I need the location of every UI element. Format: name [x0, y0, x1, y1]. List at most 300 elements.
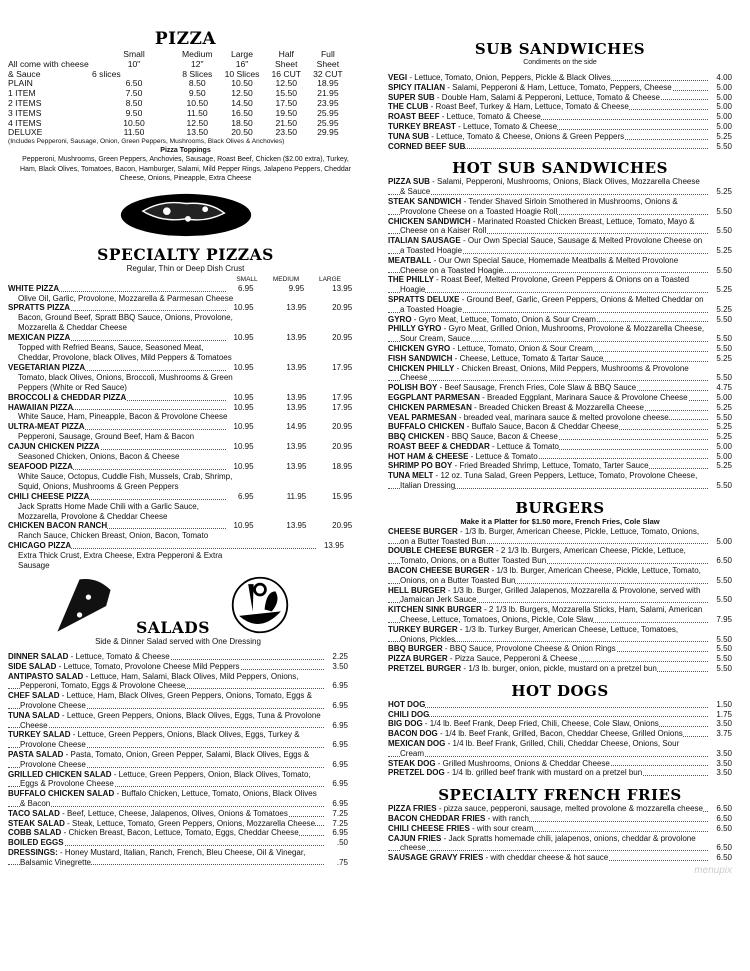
- item-description-text: Beef, Lettuce, Cheese, Jalapenos, Olives, Onions & Tomatoes: [66, 808, 288, 818]
- item-price: 5.00: [716, 102, 732, 112]
- item-price: 3.50: [332, 661, 348, 671]
- price-large: 17.95: [332, 362, 353, 372]
- hot-dog-item: [388, 759, 732, 769]
- salad-item: [8, 789, 348, 809]
- specialty-pizza-item: [8, 284, 363, 304]
- item-description-text: Breaded Eggplant, Marinara Sauce & Provolone Cheese: [486, 392, 688, 402]
- size-header: Sheet: [316, 58, 340, 69]
- pizza-illustration-icon: [116, 192, 256, 238]
- hot-sub-item: [388, 275, 732, 295]
- item-separator: -: [442, 644, 450, 654]
- item-row: [8, 462, 363, 472]
- item-description-text: 1/4 lb. Beef Frank, Grilled, Chili, Cheddar Cheese, Onions, Sour Cream: [400, 739, 680, 758]
- item-name: STEAK SALAD: [8, 818, 65, 828]
- item-separator: -: [433, 471, 441, 481]
- item-row: [8, 403, 363, 413]
- item-separator: -: [57, 847, 65, 857]
- burger-item: [388, 546, 732, 566]
- price-medium: 11.95: [286, 491, 307, 501]
- item-price: 6.50: [716, 556, 732, 566]
- item-name: CHICKEN GYRO: [388, 343, 451, 353]
- item-separator: -: [470, 216, 478, 226]
- price-cell: 16.50: [231, 107, 253, 118]
- specialty-pizza-item: [8, 442, 363, 462]
- hot-sub-item: [388, 256, 732, 276]
- item-price: 5.50: [716, 373, 732, 383]
- item-price: 5.25: [716, 245, 732, 255]
- item-price: 6.50: [716, 823, 732, 833]
- item-description-text: Lettuce, Green Peppers, Onions, Black Olives, Eggs, Turkey & Provolone Cheese: [20, 730, 300, 750]
- item-price: 5.25: [716, 422, 732, 432]
- price-large: 20.95: [332, 333, 353, 343]
- item-price: 6.95: [332, 759, 348, 769]
- pizza-price-row: [8, 99, 349, 109]
- item-price: .50: [336, 838, 348, 848]
- item-price: 5.25: [716, 461, 732, 471]
- item-separator: -: [483, 853, 491, 863]
- item-separator: -: [68, 651, 76, 661]
- hot-sub-item: [388, 315, 732, 325]
- item-name: CHILI CHEESE FRIES: [388, 823, 470, 833]
- item-description-text: 12 oz. Tuna Salad, Green Peppers, Lettuce, Tomato, Provolone Cheese, Italian Dressing: [400, 471, 698, 491]
- item-price: .75: [336, 857, 348, 867]
- item-name: CHILI DOG: [388, 709, 430, 719]
- salad-item: [8, 809, 348, 819]
- price-medium: 14.95: [286, 422, 307, 432]
- item-description-text: Lettuce, Tomato & Cheese: [446, 112, 541, 122]
- item-description-text: Beef Sausage, French Fries, Cole Slaw & BBQ Sauce: [444, 383, 637, 393]
- fries-item: [388, 824, 732, 834]
- item-separator: -: [428, 102, 436, 112]
- watermark: menupix: [694, 864, 732, 876]
- item-separator: -: [481, 605, 489, 615]
- item-price: 6.95: [332, 681, 348, 691]
- item-price: 6.95: [332, 798, 348, 808]
- item-row: [8, 393, 363, 403]
- hot-sub-item: [388, 471, 732, 491]
- item-name: CHEF SALAD: [8, 691, 60, 701]
- item-description-text: with ranch: [492, 814, 529, 823]
- item-name: SUPER SUB: [388, 92, 435, 102]
- item-separator: -: [445, 585, 453, 595]
- hot-sub-item: [388, 393, 732, 403]
- item-description-text: Roast Beef, Melted Provolone, Green Peppers & Onions on a Toasted Hoagie: [400, 275, 690, 295]
- hot-sub-item: [388, 217, 732, 237]
- item-price: 4.00: [716, 73, 732, 82]
- item-cell: 4 ITEMS: [8, 117, 42, 128]
- left-column: [8, 0, 363, 867]
- item-description: White Sauce, Ham, Pineapple, Bacon & Provolone Cheese: [18, 412, 228, 422]
- pizza-price-row: [8, 109, 349, 119]
- price-cell: 8.50: [188, 78, 206, 89]
- item-name: BACON CHEDDAR FRIES: [388, 814, 486, 823]
- item-separator: -: [459, 294, 467, 304]
- specialty-pizza-item: [8, 303, 363, 333]
- item-leader: [8, 541, 344, 551]
- pizza-illustration-wrap: [8, 192, 363, 238]
- item-separator: -: [429, 177, 438, 187]
- price-small: 10.95: [233, 442, 254, 452]
- item-description-text: Lettuce, Ham, Black Olives, Green Peppers, Onions, Tomato, Eggs & Provolone Cheese: [20, 691, 312, 710]
- item-name: SPICY ITALIAN: [388, 82, 446, 92]
- item-price: 6.50: [716, 814, 732, 823]
- item-separator: -: [435, 758, 443, 768]
- price-cell: 21.95: [317, 88, 339, 99]
- salad-item: [8, 750, 348, 770]
- price-small: 10.95: [233, 333, 254, 343]
- item-name: PIZZA FRIES: [388, 804, 437, 814]
- size-header: 10 Slices: [224, 68, 260, 79]
- item-price: 5.25: [716, 304, 732, 314]
- item-name: CAJUN CHICKEN PIZZA: [8, 442, 100, 452]
- price-cell: 10.50: [231, 78, 253, 89]
- item-price: 3.50: [716, 768, 732, 778]
- item-description-text: Lettuce & Tomato: [496, 441, 560, 451]
- item-name: ROAST BEEF & CHEDDAR: [388, 441, 490, 451]
- item-price: 1.75: [716, 709, 732, 719]
- item-separator: -: [450, 343, 458, 353]
- item-cell: 1 ITEM: [8, 88, 36, 99]
- specialty-list: [8, 284, 363, 571]
- item-description: White Sauce, Octopus, Cuddle Fish, Mussels, Crab, Shrimp, Squid, Onions, Mushrooms & Green Peppers: [18, 471, 233, 491]
- item-separator: -: [447, 654, 455, 664]
- size-header: Full: [320, 49, 335, 59]
- item-name: SIDE SALAD: [8, 661, 57, 671]
- item-name: HAWAIIAN PIZZA: [8, 402, 74, 412]
- item-price: 6.50: [716, 804, 732, 814]
- hot-sub-item: [388, 197, 732, 217]
- item-price: 6.95: [332, 700, 348, 710]
- item-name: BBQ CHICKEN: [388, 432, 445, 442]
- size-header: Medium: [182, 49, 213, 59]
- item-separator: -: [422, 719, 430, 729]
- fries-item: [388, 804, 732, 814]
- item-price: 5.00: [716, 121, 732, 131]
- specialty-pizza-item: [8, 363, 363, 393]
- hot-subs-title: HOT SUB SANDWICHES: [452, 159, 668, 178]
- hot-sub-item: [388, 364, 732, 384]
- salad-item: [8, 848, 348, 868]
- item-separator: -: [83, 671, 91, 681]
- price-cell: 11.50: [123, 127, 145, 138]
- item-separator: -: [479, 392, 487, 402]
- item-name: PIZZA SUB: [388, 177, 430, 187]
- price-large: 20.95: [332, 521, 353, 531]
- item-name: CHICKEN PHILLY: [388, 363, 455, 373]
- price-small: 13.95: [323, 541, 344, 551]
- item-name: TUNA MELT: [388, 471, 434, 481]
- item-description-text: Double Ham, Salami & Pepperoni, Lettuce, Tomato & Cheese: [441, 92, 660, 102]
- item-description-text: 1/4 lb. Beef Frank, Deep Fried, Chili, Cheese, Cole Slaw, Onions: [429, 719, 659, 729]
- hot-sub-item: [388, 442, 732, 452]
- item-cell: 3 ITEMS: [8, 107, 42, 118]
- item-description-text: Salami, Pepperoni & Ham, Lettuce, Tomato, Peppers, Cheese: [452, 82, 672, 92]
- pizza-title: PIZZA: [154, 29, 217, 49]
- item-name: GRILLED CHICKEN SALAD: [8, 769, 112, 779]
- item-description-text: Breaded Chicken Breast & Mozzarella Cheese: [478, 402, 644, 412]
- item-price: 3.50: [716, 719, 732, 729]
- hot-sub-item: [388, 383, 732, 393]
- item-description-text: Ground Beef, Garlic, Green Peppers, Onions & Melted Cheddar on a Toasted Hoagie: [400, 294, 704, 314]
- item-row: [8, 303, 363, 313]
- price-large: 20.95: [332, 422, 353, 432]
- item-separator: -: [457, 624, 465, 634]
- item-separator: -: [59, 808, 67, 818]
- item-name: CHICKEN PARMESAN: [388, 402, 472, 412]
- item-row: [8, 284, 363, 294]
- item-description: Extra Thick Crust, Extra Cheese, Extra Pepperoni & Extra Sausage: [18, 551, 223, 571]
- item-name: TUNA SUB: [388, 131, 430, 141]
- item-price: 3.75: [716, 729, 732, 739]
- price-large: 15.95: [332, 491, 353, 501]
- item-name: CHICAGO PIZZA: [8, 541, 72, 551]
- item-description-text: Lettuce, Tomato, Onion, Peppers, Pickle & Black Olives: [414, 73, 611, 82]
- item-price: 5.25: [716, 131, 732, 141]
- item-description-text: with sour cream: [476, 823, 534, 833]
- item-price: 5.25: [716, 402, 732, 412]
- item-name: DINNER SALAD: [8, 651, 69, 661]
- sub-item: [388, 142, 732, 152]
- item-name: BUFFALO CHICKEN SALAD: [8, 789, 115, 799]
- item-price: 5.50: [716, 206, 732, 216]
- item-separator: -: [56, 661, 64, 671]
- item-separator: -: [445, 82, 453, 92]
- item-separator: -: [64, 818, 72, 828]
- price-small: 10.95: [233, 362, 254, 372]
- item-separator: -: [469, 823, 477, 833]
- item-name: BACON CHEESE BURGER: [388, 566, 490, 576]
- item-description-text: Marinated Roasted Chicken Breast, Lettuce, Tomato, Mayo & Cheese on a Kaiser Roll: [400, 216, 695, 236]
- fries-section: [388, 786, 732, 863]
- item-leader: [8, 462, 254, 472]
- price-cell: 20.50: [231, 127, 253, 138]
- hot-subs-list: [388, 177, 732, 491]
- item-separator: -: [411, 314, 419, 324]
- item-name: VEGETARIAN PIZZA: [8, 362, 86, 372]
- item-name: STEAK DOG: [388, 758, 436, 768]
- item-price: 5.25: [716, 187, 732, 197]
- pizza-section: [8, 30, 363, 184]
- fries-title: SPECIALTY FRENCH FRIES: [438, 786, 682, 805]
- item-description-text: Lettuce, Ham, Salami, Black Olives, Mild Peppers, Onions, Pepperoni, Tomato, Eggs & Provolone Cheese: [20, 671, 299, 691]
- item-name: CHICKEN SANDWICH: [388, 216, 471, 226]
- item-price: 6.95: [332, 828, 348, 838]
- burger-item: [388, 664, 732, 674]
- hot-sub-item: [388, 452, 732, 462]
- item-separator: -: [439, 112, 447, 122]
- item-name: KITCHEN SINK BURGER: [388, 605, 482, 615]
- sub-item: [388, 102, 732, 112]
- price-medium: 13.95: [286, 402, 307, 412]
- item-name: PHILLY GYRO: [388, 324, 442, 334]
- item-description-text: Chicken Breast, Onions, Mild Peppers, Mushrooms & Provolone Cheese: [400, 363, 689, 383]
- toppings-list: Pepperoni, Mushrooms, Green Peppers, Anchovies, Sausage, Roast Beef, Chicken ($2.00 extra), Turkey, Ham, Black Olives, Tomatoes, Bacon, Hamburger, Salami, Mild Pepper Rings, Jalapeno Peppers, Cheddar Cheese, Onions, Pineapple, Extra Cheese: [20, 156, 351, 183]
- item-name: MEXICAN DOG: [388, 739, 446, 749]
- item-name: ANTIPASTO SALAD: [8, 671, 84, 681]
- item-cell: PLAIN: [8, 78, 33, 89]
- size-header: 6 slices: [92, 68, 121, 79]
- price-small: 6.95: [237, 283, 254, 293]
- specialty-pizza-item: [8, 462, 363, 492]
- item-description-text: Pizza Sauce, Pepperoni & Cheese: [454, 654, 578, 664]
- item-description-text: 1/3 lb. burger, onion, pickle, mustard on a pretzel bun: [468, 664, 657, 674]
- price-medium: 13.95: [286, 333, 307, 343]
- hot-dog-item: [388, 719, 732, 729]
- item-separator: -: [460, 236, 468, 246]
- item-description-text: Our Own Special Sauce, Homemade Meatballs & Melted Provolone Cheese on a Toasted Hoagie: [400, 255, 679, 275]
- price-cell: 15.50: [275, 88, 298, 99]
- toppings-title: Pizza Toppings: [160, 147, 211, 155]
- size-header: 32 CUT: [313, 68, 343, 79]
- item-description-text: Lettuce, Tomato, Onion & Sour Cream: [457, 343, 593, 353]
- specialty-pizza-item: [8, 393, 363, 403]
- item-description-text: Grilled Mushrooms, Onions & Cheddar Cheese: [442, 758, 610, 768]
- item-cell: DELUXE: [8, 127, 43, 138]
- price-cell: 25.95: [317, 117, 339, 128]
- item-description-text: Lettuce, Tomato & Cheese: [75, 651, 170, 661]
- price-small: 10.95: [233, 402, 254, 412]
- item-name: CHILI CHEESE PIZZA: [8, 491, 90, 501]
- item-leader: [8, 363, 254, 373]
- item-name: PRETZEL DOG: [388, 768, 445, 778]
- sub-item: [388, 132, 732, 142]
- hot-dog-item: [388, 710, 732, 720]
- pizza-price-table: [8, 50, 349, 138]
- item-description-text: 1/3 lb. Burger, American Cheese, Pickle, Lettuce, Tomato, Onions, on a Butter Toasted Bun: [400, 566, 701, 585]
- item-description: Tomato, black Olives, Onions, Broccoli, Mushrooms & Green Peppers (White or Red Sauce): [18, 372, 233, 392]
- item-separator: -: [444, 768, 452, 778]
- item-separator: -: [468, 451, 476, 461]
- item-price: 5.50: [716, 634, 732, 644]
- size-header: 10": [127, 58, 141, 69]
- item-separator: -: [471, 402, 479, 412]
- item-separator: -: [431, 255, 439, 265]
- price-small: 10.95: [233, 303, 254, 313]
- item-name: SHRIMP PO BOY: [388, 461, 453, 471]
- item-description-text: BBQ Sauce, Bacon & Cheese: [451, 432, 558, 442]
- item-price: 5.50: [716, 664, 732, 674]
- item-name: CORNED BEEF SUB: [388, 141, 466, 151]
- item-cell: 2 ITEMS: [8, 97, 42, 108]
- price-cell: 7.50: [125, 88, 143, 99]
- price-cell: 12.50: [186, 117, 209, 128]
- item-price: 6.50: [716, 843, 732, 853]
- specialty-title: SPECIALTY PIZZAS: [97, 244, 274, 264]
- price-large: 13.95: [332, 283, 353, 293]
- sub-item: [388, 122, 732, 132]
- item-separator: -: [485, 814, 493, 823]
- hot-sub-item: [388, 461, 732, 471]
- item-price: 5.50: [716, 575, 732, 585]
- item-price: 5.50: [716, 343, 732, 353]
- price-large: 18.95: [332, 461, 353, 471]
- item-name: TUNA SALAD: [8, 710, 60, 720]
- item-price: 5.00: [716, 536, 732, 546]
- item-description-text: Cheese, Lettuce, Tomato & Tartar Sauce: [459, 353, 604, 363]
- subs-title: SUB SANDWICHES: [474, 40, 646, 58]
- item-separator: -: [461, 664, 469, 674]
- item-price: 5.50: [716, 412, 732, 422]
- item-separator: -: [59, 691, 67, 701]
- price-medium: 13.95: [286, 461, 307, 471]
- size-header: 16": [235, 58, 249, 69]
- item-name: TURKEY SALAD: [8, 730, 71, 740]
- price-small: 6.95: [237, 491, 254, 501]
- item-name: BBQ BURGER: [388, 644, 443, 654]
- item-leader: [8, 403, 254, 413]
- price-cell: 9.50: [188, 88, 206, 99]
- item-separator: -: [452, 461, 460, 471]
- vegetable-bowl-icon: [230, 575, 290, 635]
- item-description-text: Chicken Breast, Bacon, Lettuce, Tomato, Eggs, Cheddar Cheese: [68, 828, 299, 838]
- pizza-slice-icon: [53, 575, 115, 637]
- price-medium: 13.95: [286, 521, 307, 531]
- item-description: Jack Spratts Home Made Chili with a Garlic Sauce, Mozzarella, Provolone & Cheddar Cheese: [18, 501, 199, 521]
- item-price: 5.50: [716, 595, 732, 605]
- item-name: TURKEY BURGER: [388, 624, 458, 634]
- item-name: PASTA SALAD: [8, 749, 64, 759]
- item-description-text: BBQ Sauce, Provolone Cheese & Onion Rings: [449, 644, 616, 654]
- item-description-text: Lettuce, Tomato, Provolone Cheese Mild Peppers: [63, 661, 240, 671]
- price-cell: 8.50: [125, 97, 143, 108]
- item-name: ULTRA-MEAT PIZZA: [8, 422, 85, 432]
- item-name: SPRATTS PIZZA: [8, 303, 71, 313]
- sub-item: [388, 112, 732, 122]
- fries-item: [388, 834, 732, 854]
- item-price: 5.50: [716, 141, 732, 151]
- hot-sub-item: [388, 324, 732, 344]
- burger-item: [388, 644, 732, 654]
- item-separator: -: [489, 441, 497, 451]
- size-header: 12": [190, 58, 204, 69]
- fries-item: [388, 814, 732, 824]
- item-name: BROCCOLI & CHEDDAR PIZZA: [8, 392, 127, 402]
- item-separator: -: [407, 73, 415, 82]
- salads-header-art: [8, 575, 363, 637]
- item-name: TURKEY BREAST: [388, 121, 456, 131]
- price-large: 17.95: [332, 402, 353, 412]
- item-separator: -: [452, 353, 460, 363]
- item-separator: -: [436, 804, 444, 814]
- specialty-pizza-item: [8, 492, 363, 522]
- right-column: [388, 0, 732, 877]
- item-separator: -: [454, 363, 462, 373]
- item-name: GYRO: [388, 314, 412, 324]
- item-description-text: 1/4 lb. grilled beef frank with mustard on a pretzel bun: [451, 768, 643, 778]
- price-large: 20.95: [332, 303, 353, 313]
- size-header: 8 Slices: [182, 68, 213, 79]
- burger-item: [388, 605, 732, 625]
- price-cell: 10.50: [123, 117, 145, 128]
- burger-item: [388, 566, 732, 586]
- item-price: 7.95: [716, 615, 732, 625]
- item-price: 5.00: [716, 441, 732, 451]
- item-leader: [8, 442, 254, 452]
- item-description-text: pizza sauce, pepperoni, sausage, melted provolone & mozzarella cheese: [443, 804, 703, 814]
- item-price: 7.25: [332, 818, 348, 828]
- item-description-text: Lettuce, Tomato & Cheese: [462, 121, 558, 131]
- price-small: 10.95: [233, 422, 254, 432]
- item-name: BACON DOG: [388, 729, 438, 739]
- size-header-small: SMALL: [236, 275, 258, 283]
- price-cell: 9.50: [125, 107, 143, 118]
- item-description-text: 1/3 lb. Burger, American Cheese, Pickle, Lettuce, Tomato, Onions, on a Butter Toasted Bun: [400, 526, 700, 546]
- item-description: Seasoned Chicken, Onions, Bacon & Cheese: [18, 452, 180, 462]
- item-price: 5.50: [716, 314, 732, 324]
- item-price: 5.00: [716, 82, 732, 92]
- price-small: 10.95: [233, 392, 254, 402]
- item-name: THE CLUB: [388, 102, 429, 112]
